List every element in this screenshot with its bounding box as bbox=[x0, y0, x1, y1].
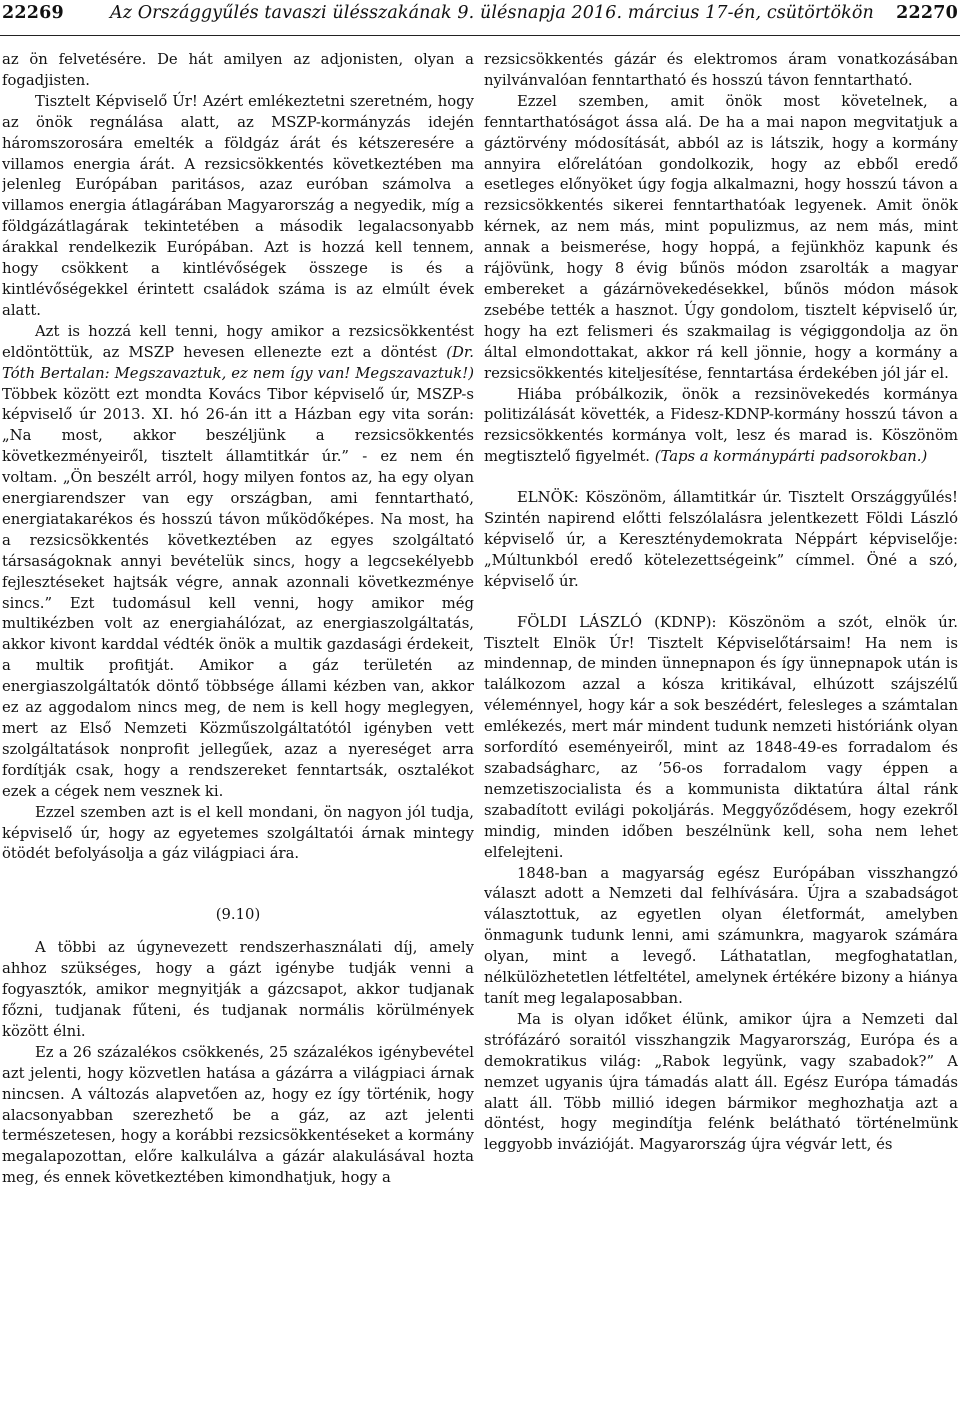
paragraph bbox=[2, 322, 474, 803]
paragraph: FÖLDI LÁSZLÓ (KDNP): Köszönöm a szót, elnök úr. Tisztelt Elnök Úr! Tisztelt Képviselőtársaim! Ha nem is mindennap, de minden ünnepnapon és így ünnepnapok után is találkozom azzal a kósza kritikával, elhúzott szájszélű véleménnyel, hogy kár a sok beszédért, felesleges a számtalan emlékezés, mert már mindent tudunk nemzeti históriánk olyan sorfordító eseményeiről, mint az 1848-49-es forradalom és szabadságharc, az ’56-os forradalom vagy éppen a nemzetiszocialista és a kommunista diktatúra által ránk szabadított evilági pokoljárás. Meggyőződésem, hogy ezekről mindig, minden időben beszélnünk kell, soha nem lehet elfelejteni. bbox=[484, 613, 958, 861]
text-run: Hiába próbálkozik, önök a rezsinövekedés kormánya politizálását követték, a Fidesz-KDNP-kormány hosszú távon a rezsicsökkentés kormánya volt, lesz és marad is. Köszönöm megtisztelő figyelmét. bbox=[484, 385, 958, 466]
running-title: Az Országgyűlés tavaszi ülésszakának 9. ülésnapja 2016. március 17-én, csütörtökön bbox=[110, 3, 874, 23]
paragraph bbox=[484, 385, 958, 469]
text-run: Azt is hozzá kell tenni, hogy amikor a rezsicsökkentést eldöntöttük, az MSZP hevesen ellenezte ezt a döntést bbox=[2, 322, 474, 361]
paragraph: A többi az úgynevezett rendszerhasználati díj, amely ahhoz szükséges, hogy a gázt igénybe tudják venni a fogyasztók, amikor megnyitják a gázcsapot, akkor tudjanak főzni, tudjanak fűteni, és tudjanak normális körülmények között élni. bbox=[2, 939, 474, 1040]
interjection: (Dr. Tóth Bertalan: Megszavaztuk, ez nem így van! Megszavaztuk!) bbox=[2, 343, 474, 382]
time-marker: (9.10) bbox=[215, 906, 261, 924]
paragraph: Ezzel szemben azt is el kell mondani, ön nagyon jól tudja, képviselő úr, hogy az egyetemes szolgáltatói árnak mintegy ötödét befolyásolja a gáz világpiaci ára. bbox=[2, 803, 474, 863]
paragraph: Ma is olyan időket élünk, amikor újra a Nemzeti dal strófázáró soraitól visszhangzik Magyarország, Európa és a demokratikus világ: „Rabok legyünk, vagy szabadok?” A nemzet ugyanis újra támadás alatt áll. Egész Európa támadás alatt áll. Több millió idegen bármikor meghozhatja azt a döntést, hogy megindítja felénk belátható történelmünk leggyobb invázióját. Magyarország újra végvár lett, és bbox=[484, 1010, 958, 1154]
interjection: (Taps a kormánypárti padsorokban.) bbox=[654, 448, 928, 466]
page-number-left: 22269 bbox=[2, 3, 64, 23]
page-header bbox=[0, 0, 960, 40]
paragraph: az ön felvetésére. De hát amilyen az adjonisten, olyan a fogadjisten. bbox=[2, 51, 474, 89]
header-rule bbox=[0, 35, 960, 36]
paragraph: rezsicsökkentés gázár és elektromos áram vonatkozásában nyilvánvalóan fenntartható és hosszú távon fenntartható. bbox=[484, 51, 958, 89]
right-column bbox=[484, 50, 958, 1417]
paragraph: Ez a 26 százalékos csökkenés, 25 százalékos igénybevétel azt jelenti, hogy közvetlen hatása a gázárra a világpiaci árnak nincsen. A változás alapvetően az, hogy ez így történik, hogy alacsonyabban szerezhető be a gáz, az azt jelenti természetesen, hogy a korábbi rezsicsökkentéseket a kormány megalapozottan, előre kalkulálva a gázár alakulásával hozta meg, és ennek következtében kimondhatjuk, hogy a bbox=[2, 1043, 474, 1187]
paragraph: 1848-ban a magyarság egész Európában visszhangzó választ adott a Nemzeti dal felhívására. Újra a szabadságot választottuk, az egyetlen olyan életformát, amelyben önmagunk tudunk lenni, ami számunkra, magyarok számára olyan, mint a levegő. Láthatatlan, megfoghatatlan, nélkülözhetetlen létfeltétel, amelynek értékére bizony a hiánya tanít meg legalaposabban. bbox=[484, 864, 958, 1007]
paragraph: ELNÖK: Köszönöm, államtitkár úr. Tisztelt Országgyűlés! Szintén napirend előtti felszólalásra jelentkezett Földi László képviselő úr, a Kereszténydemokrata Néppárt képviselője: „Múltunkból eredő kötelezettségeink” címmel. Öné a szó, képviselő úr. bbox=[484, 489, 958, 590]
paragraph: Tisztelt Képviselő Úr! Azért emlékeztetni szeretném, hogy az önök regnálása alatt, az MSZP-kormányzás idején háromszorosára emelték a földgáz árát és kétszeresére a villamos energia árát. A rezsicsökkentés következtében ma jelenleg Európában paritásos, azaz euróban számolva a villamos energia átlagárában Magyarország a negyedik, míg a földgázátlagárak tekintetében a második legalacsonyabb árakkal rendelkezik Európában. Azt is hozzá kell tennem, hogy csökkent a kintlévőségek összege is és a kintlévőségekkel érintett családok száma is az elmúlt évek alatt. bbox=[2, 92, 474, 319]
left-column bbox=[2, 50, 474, 1417]
paragraph: Ezzel szemben, amit önök most követelnek, a fenntarthatóságot ássa alá. De ha a mai napon megvitatjuk a gáztörvény módosítását, abból az is látszik, hogy a kormány annyira előrelátóan gondolkozik, hogy az ebből eredő esetleges előnyöket úgy fogja alkalmazni, hogy hosszú távon a rezsicsökkentés sikerei fenntarthatóak legyenek. Amit önök kérnek, az nem más, mint populizmus, az nem más, mint annak a beismerése, hogy hoppá, a fejünkhöz kapunk és rájövünk, hogy 8 évig bűnös módon zsarolták a magyar embereket a gázárnövekedésekkel, bűnös módon mások zsebébe tették a hasznot. Úgy gondolom, tisztelt képviselő úr, hogy ha ezt felismeri és szakmailag is végiggondolja az ön által elmondottakat, akkor rá kell jönnie, hogy a kormány a rezsicsökkentés kiteljesítése, fenntartása érdekében jól jár el. bbox=[484, 92, 958, 382]
page-number-right: 22270 bbox=[896, 3, 958, 23]
text-run: Többek között ezt mondta Kovács Tibor képviselő úr, MSZP-s képviselő úr 2013. XI. hó 26-án itt a Házban egy vita során: „Na most, akkor beszéljünk a rezsicsökkentés következményeiről, tisztelt államtitkár úr.” - ez nem én voltam. „Ön beszélt arról, hogy milyen fontos az, ha egy olyan energiarendszer van egy országban, ami fenntartható, energiatakarékos és hosszú távon működőképes. Na most, ha a rezsicsökkentés következtében az egyes szolgáltató társaságoknak annyi bevételük sincs, hogy a legcsekélyebb fejlesztéseket hajtsák végre, annak azonnali következménye sincs.” Ezt tudomásul kell venni, hogy amikor még multikézben volt az energiahálózat, az energiaszolgáltatás, akkor kivont karddal védték önök a multik gazdasági érdekeit, a multik profitját. Amikor a gáz területén az energiaszolgáltatók döntő többsége állami kézben van, akkor ez az aggodalom nincs meg, de nem is kell hogy meglegyen, mert az Első Nemzeti Közműszolgáltatótól igényben vett szolgáltatások nonprofit jellegűek, azaz a nyereséget arra fordítják csak, hogy a rendszereket fenntartsák, osztalékot ezek a cégek nem vesznek ki. bbox=[2, 385, 474, 800]
